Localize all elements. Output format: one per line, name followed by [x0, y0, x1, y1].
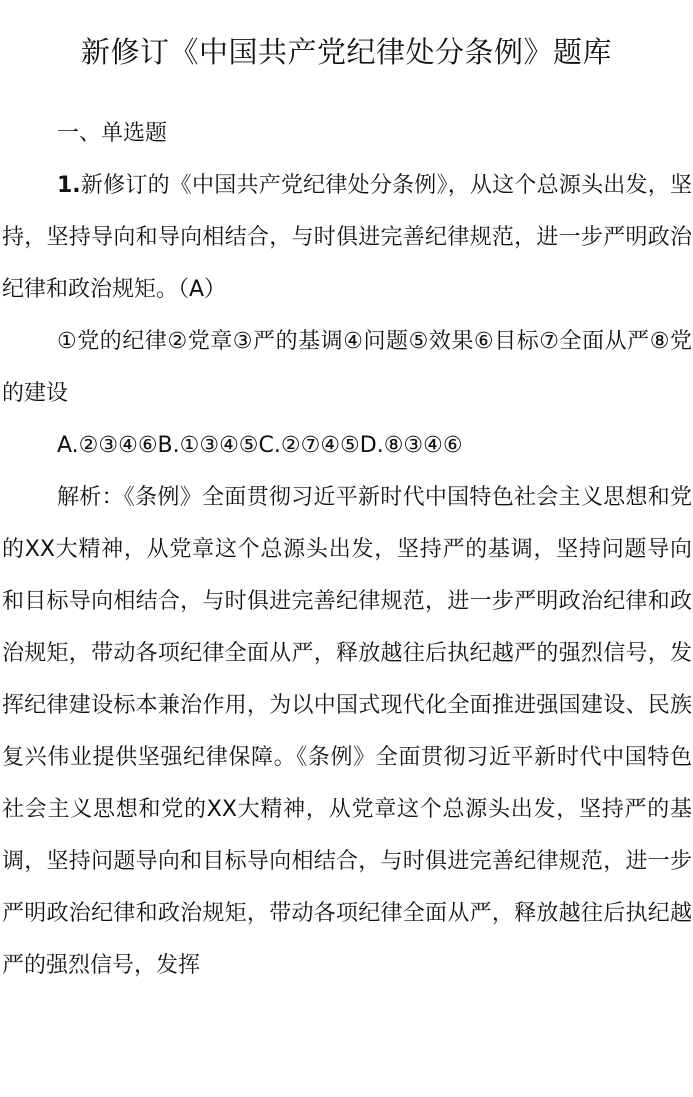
analysis-paragraph: 解析：《条例》全面贯彻习近平新时代中国特色社会主义思想和党的XX大精神，从党章这个总源头出发，坚持严的基调，坚持问题导向和目标导向相结合，与时俱进完善纪律规范，进一步严明政治纪律和政治规矩，带动各项纪律全面从严，释放越往后执纪越严的强烈信号，发挥纪律建设标本兼治作用，为以中国式现代化全面推进强国建设、民族复兴伟业提供坚强纪律保障。《条例》全面贯彻习近平新时代中国特色社会主义思想和党的XX大精神，从党章这个总源头出发，坚持严的基调，坚持问题导向和目标导向相结合，与时俱进完善纪律规范，进一步严明政治纪律和政治规矩，带动各项纪律全面从严，释放越往后执纪越严的强烈信号，发挥	[2, 485, 692, 978]
question-text: 新修订的《中国共产党纪律处分条例》，从这个总源头出发，坚持，坚持导向和导向相结合，与时俱进完善纪律规范，进一步严明政治纪律和政治规矩。（A）	[2, 173, 692, 302]
document-body	[2, 108, 692, 992]
question-items: ①党的纪律②党章③严的基调④问题⑤效果⑥目标⑦全面从严⑧党的建设	[2, 329, 692, 406]
document-title: 新修订《中国共产党纪律处分条例》题库	[80, 35, 612, 69]
answer-options: A.②③④⑥B.①③④⑤C.②⑦④⑤D.⑧③④⑥	[57, 433, 463, 458]
question-paragraph	[2, 160, 692, 316]
question-number: 1.	[57, 173, 81, 198]
section-heading: 一、单选题	[57, 121, 168, 146]
